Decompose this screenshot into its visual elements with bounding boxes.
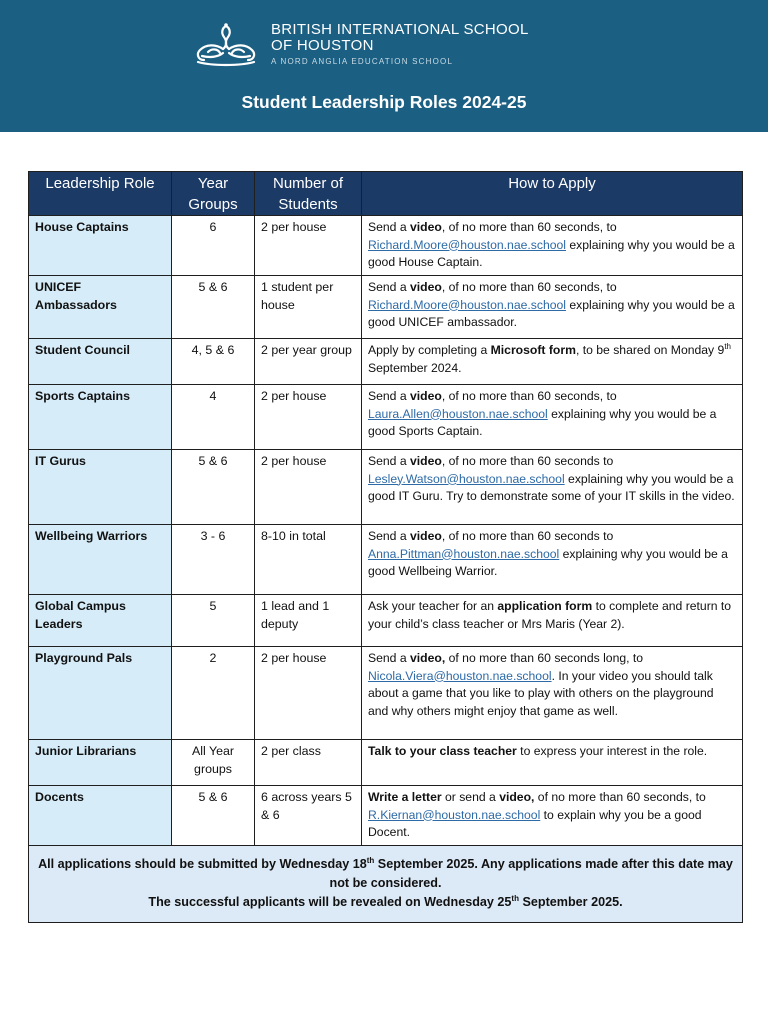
header-banner [0,0,768,132]
year-groups: 5 [172,595,255,647]
table-row [29,647,743,740]
how-to-apply: Write a letter or send a video, of no more than 60 seconds, to R.Kiernan@houston.nae.school to explain why you be a good Docent. [362,786,743,846]
header-leadership-role: Leadership Role [29,172,172,216]
role-name: Playground Pals [29,647,172,740]
number-of-students: 2 per house [255,450,362,525]
role-name: Wellbeing Warriors [29,525,172,595]
number-of-students: 2 per house [255,385,362,450]
number-of-students: 2 per class [255,740,362,786]
role-name: Sports Captains [29,385,172,450]
table-row [29,786,743,846]
table-row [29,216,743,276]
school-logo [192,20,529,70]
number-of-students: 1 lead and 1 deputy [255,595,362,647]
role-name: Docents [29,786,172,846]
email-link[interactable]: Richard.Moore@houston.nae.school [368,297,567,312]
page-title: Student Leadership Roles 2024-25 [241,92,527,112]
how-to-apply: Ask your teacher for an application form to complete and return to your child’s class teacher or Mrs Maris (Year 2). [362,595,743,647]
role-name: House Captains [29,216,172,276]
deadline-notice-row [29,845,743,922]
swan-crest-icon [192,22,260,68]
school-name-line1: BRITISH INTERNATIONAL SCHOOL [271,21,529,38]
year-groups: 3 - 6 [172,525,255,595]
school-tagline: A NORD ANGLIA EDUCATION SCHOOL [271,57,454,66]
role-name: Global Campus Leaders [29,595,172,647]
how-to-apply: Send a video, of no more than 60 seconds, to Richard.Moore@houston.nae.school explaining why you would be a good House Captain. [362,216,743,276]
how-to-apply: Send a video, of no more than 60 seconds, to Laura.Allen@houston.nae.school explaining why you would be a good Sports Captain. [362,385,743,450]
header-number-of-students: Number of Students [255,172,362,216]
number-of-students: 8-10 in total [255,525,362,595]
reveal-line: The successful applicants will be revealed on Wednesday 25th September 2025. [148,893,623,909]
number-of-students: 1 student per house [255,276,362,339]
table-row [29,339,743,385]
email-link[interactable]: Nicola.Viera@houston.nae.school [368,668,552,683]
table-row [29,595,743,647]
email-link[interactable]: Anna.Pittman@houston.nae.school [368,546,560,561]
year-groups: 6 [172,216,255,276]
deadline-line: All applications should be submitted by Wednesday 18th September 2025. Any applications made after this date may not be considered. [38,855,733,890]
how-to-apply: Send a video, of no more than 60 seconds to Anna.Pittman@houston.nae.school explaining why you would be a good Wellbeing Warrior. [362,525,743,595]
table-row [29,450,743,525]
year-groups: 5 & 6 [172,786,255,846]
year-groups: 2 [172,647,255,740]
role-name: Student Council [29,339,172,385]
how-to-apply: Apply by completing a Microsoft form, to be shared on Monday 9th September 2024. [362,339,743,385]
year-groups: 4 [172,385,255,450]
how-to-apply: Talk to your class teacher to express your interest in the role. [362,740,743,786]
email-link[interactable]: Lesley.Watson@houston.nae.school [368,471,565,486]
email-link[interactable]: R.Kiernan@houston.nae.school [368,807,541,822]
email-link[interactable]: Laura.Allen@houston.nae.school [368,406,548,421]
number-of-students: 2 per year group [255,339,362,385]
role-name: UNICEF Ambassadors [29,276,172,339]
role-name: Junior Librarians [29,740,172,786]
leadership-roles-table [28,171,743,923]
header-how-to-apply: How to Apply [362,172,743,216]
how-to-apply: Send a video, of no more than 60 seconds long, to Nicola.Viera@houston.nae.school. In your video you should talk about a game that you like to play with others on the playground and why others might enjoy that game as well. [362,647,743,740]
table-header-row [29,172,743,216]
table-row [29,276,743,339]
year-groups: All Year groups [172,740,255,786]
year-groups: 5 & 6 [172,276,255,339]
number-of-students: 2 per house [255,216,362,276]
school-name-line2: OF HOUSTON [271,37,374,54]
deadline-notice [29,845,743,922]
table-row [29,525,743,595]
email-link[interactable]: Richard.Moore@houston.nae.school [368,237,567,252]
table-row [29,740,743,786]
how-to-apply: Send a video, of no more than 60 seconds, to Richard.Moore@houston.nae.school explaining why you would be a good UNICEF ambassador. [362,276,743,339]
number-of-students: 2 per house [255,647,362,740]
how-to-apply: Send a video, of no more than 60 seconds to Lesley.Watson@houston.nae.school explaining why you would be a good IT Guru. Try to demonstrate some of your IT skills in the video. [362,450,743,525]
header-year-groups: Year Groups [172,172,255,216]
year-groups: 5 & 6 [172,450,255,525]
table-row [29,385,743,450]
number-of-students: 6 across years 5 & 6 [255,786,362,846]
year-groups: 4, 5 & 6 [172,339,255,385]
role-name: IT Gurus [29,450,172,525]
